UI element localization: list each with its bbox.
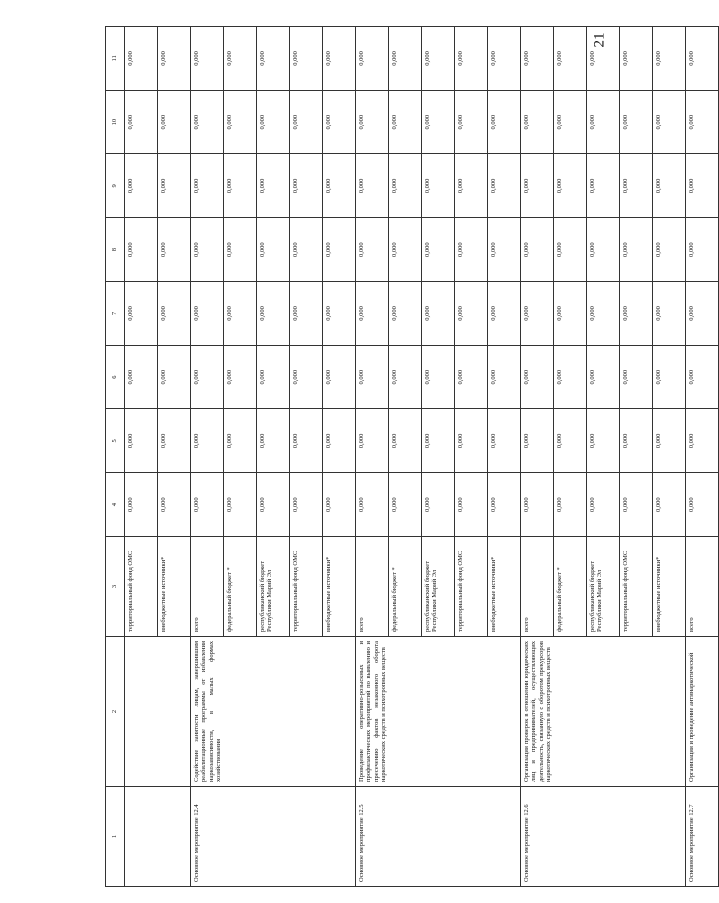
page-number: 21: [591, 32, 608, 48]
value-cell: 0,000: [125, 154, 158, 218]
table-row: [356, 27, 389, 887]
column-header: 4: [106, 473, 125, 537]
value-cell: 0,000: [191, 282, 224, 346]
event-description-cell: Проведение оперативно-розыскных и профилактических мероприятий по выявлению и пресечению фактов незаконного оборота наркотических средств и психотропных веществ: [356, 637, 521, 787]
value-cell: 0,000: [125, 473, 158, 537]
value-cell: 0,000: [224, 27, 257, 91]
value-cell: 0,000: [653, 90, 686, 154]
value-cell: 0,000: [686, 154, 719, 218]
value-cell: 0,000: [554, 27, 587, 91]
value-cell: 0,000: [191, 345, 224, 409]
value-cell: 0,000: [224, 90, 257, 154]
value-cell: 0,000: [158, 218, 191, 282]
value-cell: 0,000: [455, 27, 488, 91]
value-cell: 0,000: [488, 409, 521, 473]
value-cell: 0,000: [422, 282, 455, 346]
value-cell: 0,000: [158, 409, 191, 473]
event-description-cell: Содействие занятости лицам, завершившим реабилитационные программы от избавления наркозависимости, в малых формах хозяйствования: [191, 637, 356, 787]
value-cell: 0,000: [455, 154, 488, 218]
value-cell: 0,000: [653, 409, 686, 473]
table-row: [191, 27, 224, 887]
event-name-cell: Основное мероприятие 12.7: [686, 787, 719, 887]
value-cell: 0,000: [653, 345, 686, 409]
value-cell: 0,000: [191, 27, 224, 91]
value-cell: 0,000: [422, 154, 455, 218]
value-cell: 0,000: [521, 27, 554, 91]
value-cell: 0,000: [653, 27, 686, 91]
value-cell: 0,000: [488, 282, 521, 346]
funding-source-cell: внебюджетные источники*: [323, 537, 356, 637]
value-cell: 0,000: [521, 345, 554, 409]
funding-source-cell: всего: [191, 537, 224, 637]
value-cell: 0,000: [389, 27, 422, 91]
value-cell: 0,000: [422, 90, 455, 154]
value-cell: 0,000: [290, 90, 323, 154]
value-cell: 0,000: [158, 154, 191, 218]
table-row: [125, 27, 158, 887]
value-cell: 0,000: [290, 473, 323, 537]
value-cell: 0,000: [686, 90, 719, 154]
column-header: 5: [106, 409, 125, 473]
value-cell: 0,000: [389, 473, 422, 537]
funding-source-cell: федеральный бюджет *: [224, 537, 257, 637]
value-cell: 0,000: [389, 282, 422, 346]
value-cell: 0,000: [488, 154, 521, 218]
event-name-cell: Основное мероприятие 12.5: [356, 787, 521, 887]
value-cell: 0,000: [653, 282, 686, 346]
value-cell: 0,000: [488, 345, 521, 409]
column-header: 1: [106, 787, 125, 887]
funding-table: [105, 26, 719, 887]
value-cell: 0,000: [356, 218, 389, 282]
value-cell: 0,000: [554, 345, 587, 409]
table-row: [521, 27, 554, 887]
value-cell: 0,000: [323, 409, 356, 473]
value-cell: 0,000: [422, 473, 455, 537]
value-cell: 0,000: [554, 473, 587, 537]
event-description-cell: [125, 637, 191, 787]
value-cell: 0,000: [620, 218, 653, 282]
value-cell: 0,000: [653, 218, 686, 282]
value-cell: 0,000: [257, 27, 290, 91]
value-cell: 0,000: [686, 27, 719, 91]
value-cell: 0,000: [191, 90, 224, 154]
value-cell: 0,000: [224, 154, 257, 218]
value-cell: 0,000: [323, 345, 356, 409]
value-cell: 0,000: [158, 345, 191, 409]
value-cell: 0,000: [290, 218, 323, 282]
value-cell: 0,000: [224, 218, 257, 282]
value-cell: 0,000: [686, 345, 719, 409]
value-cell: 0,000: [653, 473, 686, 537]
value-cell: 0,000: [257, 218, 290, 282]
value-cell: 0,000: [620, 409, 653, 473]
value-cell: 0,000: [620, 27, 653, 91]
value-cell: 0,000: [356, 90, 389, 154]
value-cell: 0,000: [653, 154, 686, 218]
rotated-table-wrapper: [105, 27, 695, 887]
value-cell: 0,000: [587, 345, 620, 409]
value-cell: 0,000: [455, 282, 488, 346]
value-cell: 0,000: [224, 473, 257, 537]
value-cell: 0,000: [356, 282, 389, 346]
funding-source-cell: всего: [686, 537, 719, 637]
value-cell: 0,000: [191, 218, 224, 282]
value-cell: 0,000: [356, 473, 389, 537]
value-cell: 0,000: [158, 90, 191, 154]
value-cell: 0,000: [125, 345, 158, 409]
value-cell: 0,000: [455, 218, 488, 282]
value-cell: 0,000: [290, 345, 323, 409]
header-row: [106, 27, 125, 887]
funding-source-cell: внебюджетные источники*: [488, 537, 521, 637]
value-cell: 0,000: [257, 282, 290, 346]
value-cell: 0,000: [323, 473, 356, 537]
value-cell: 0,000: [686, 409, 719, 473]
event-name-cell: Основное мероприятие 12.4: [191, 787, 356, 887]
funding-source-cell: республиканский бюджет Республики Марий Эл: [422, 537, 455, 637]
value-cell: 0,000: [323, 282, 356, 346]
value-cell: 0,000: [191, 154, 224, 218]
value-cell: 0,000: [224, 345, 257, 409]
value-cell: 0,000: [323, 90, 356, 154]
funding-source-cell: республиканский бюджет Республики Марий Эл: [587, 537, 620, 637]
value-cell: 0,000: [224, 409, 257, 473]
funding-source-cell: территориальный фонд ОМС: [455, 537, 488, 637]
value-cell: 0,000: [521, 154, 554, 218]
funding-source-cell: республиканский бюджет Республики Марий Эл: [257, 537, 290, 637]
value-cell: 0,000: [290, 27, 323, 91]
funding-source-cell: федеральный бюджет *: [554, 537, 587, 637]
column-header: 6: [106, 345, 125, 409]
value-cell: 0,000: [158, 473, 191, 537]
value-cell: 0,000: [521, 409, 554, 473]
event-description-cell: Организация проверок в отношении юридических лиц и предпринимателей, осуществляющих деятельность, связанную с оборотом прекурсоров наркотических средств и психотропных веществ: [521, 637, 686, 787]
funding-source-cell: территориальный фонд ОМС: [125, 537, 158, 637]
event-description-cell: Организация и проведение антинаркотической: [686, 637, 719, 787]
value-cell: 0,000: [422, 409, 455, 473]
value-cell: 0,000: [587, 154, 620, 218]
value-cell: 0,000: [323, 154, 356, 218]
value-cell: 0,000: [488, 218, 521, 282]
value-cell: 0,000: [125, 218, 158, 282]
value-cell: 0,000: [422, 345, 455, 409]
value-cell: 0,000: [521, 282, 554, 346]
value-cell: 0,000: [686, 218, 719, 282]
value-cell: 0,000: [389, 154, 422, 218]
value-cell: 0,000: [620, 473, 653, 537]
funding-source-cell: внебюджетные источники*: [653, 537, 686, 637]
column-header: 3: [106, 537, 125, 637]
value-cell: 0,000: [125, 409, 158, 473]
value-cell: 0,000: [158, 282, 191, 346]
value-cell: 0,000: [587, 473, 620, 537]
funding-source-cell: территориальный фонд ОМС: [620, 537, 653, 637]
value-cell: 0,000: [488, 27, 521, 91]
event-name-cell: [125, 787, 191, 887]
event-name-cell: Основное мероприятие 12.6: [521, 787, 686, 887]
value-cell: 0,000: [257, 473, 290, 537]
value-cell: 0,000: [455, 90, 488, 154]
value-cell: 0,000: [257, 345, 290, 409]
value-cell: 0,000: [587, 282, 620, 346]
column-header: 7: [106, 282, 125, 346]
funding-source-cell: всего: [356, 537, 389, 637]
column-header: 2: [106, 637, 125, 787]
value-cell: 0,000: [290, 282, 323, 346]
value-cell: 0,000: [686, 282, 719, 346]
value-cell: 0,000: [521, 473, 554, 537]
value-cell: 0,000: [455, 345, 488, 409]
value-cell: 0,000: [125, 282, 158, 346]
value-cell: 0,000: [587, 218, 620, 282]
value-cell: 0,000: [290, 154, 323, 218]
value-cell: 0,000: [620, 282, 653, 346]
value-cell: 0,000: [158, 27, 191, 91]
value-cell: 0,000: [257, 154, 290, 218]
value-cell: 0,000: [125, 27, 158, 91]
value-cell: 0,000: [488, 473, 521, 537]
value-cell: 0,000: [356, 154, 389, 218]
value-cell: 0,000: [257, 409, 290, 473]
funding-source-cell: всего: [521, 537, 554, 637]
value-cell: 0,000: [620, 345, 653, 409]
value-cell: 0,000: [587, 409, 620, 473]
value-cell: 0,000: [686, 473, 719, 537]
funding-source-cell: внебюджетные источники*: [158, 537, 191, 637]
value-cell: 0,000: [620, 90, 653, 154]
value-cell: 0,000: [422, 218, 455, 282]
table-body: [106, 27, 719, 887]
column-header: 9: [106, 154, 125, 218]
value-cell: 0,000: [389, 345, 422, 409]
value-cell: 0,000: [389, 409, 422, 473]
value-cell: 0,000: [554, 154, 587, 218]
value-cell: 0,000: [554, 218, 587, 282]
value-cell: 0,000: [125, 90, 158, 154]
column-header: 11: [106, 27, 125, 91]
value-cell: 0,000: [356, 345, 389, 409]
value-cell: 0,000: [587, 27, 620, 91]
value-cell: 0,000: [422, 27, 455, 91]
column-header: 10: [106, 90, 125, 154]
value-cell: 0,000: [620, 154, 653, 218]
value-cell: 0,000: [323, 27, 356, 91]
value-cell: 0,000: [224, 282, 257, 346]
value-cell: 0,000: [554, 90, 587, 154]
funding-source-cell: федеральный бюджет *: [389, 537, 422, 637]
value-cell: 0,000: [356, 409, 389, 473]
column-header: 8: [106, 218, 125, 282]
value-cell: 0,000: [257, 90, 290, 154]
value-cell: 0,000: [455, 409, 488, 473]
value-cell: 0,000: [191, 473, 224, 537]
value-cell: 0,000: [389, 218, 422, 282]
table-row: [686, 27, 719, 887]
value-cell: 0,000: [521, 90, 554, 154]
value-cell: 0,000: [191, 409, 224, 473]
value-cell: 0,000: [389, 90, 422, 154]
value-cell: 0,000: [554, 282, 587, 346]
value-cell: 0,000: [290, 409, 323, 473]
value-cell: 0,000: [554, 409, 587, 473]
funding-source-cell: территориальный фонд ОМС: [290, 537, 323, 637]
value-cell: 0,000: [587, 90, 620, 154]
value-cell: 0,000: [323, 218, 356, 282]
value-cell: 0,000: [455, 473, 488, 537]
value-cell: 0,000: [488, 90, 521, 154]
value-cell: 0,000: [521, 218, 554, 282]
value-cell: 0,000: [356, 27, 389, 91]
